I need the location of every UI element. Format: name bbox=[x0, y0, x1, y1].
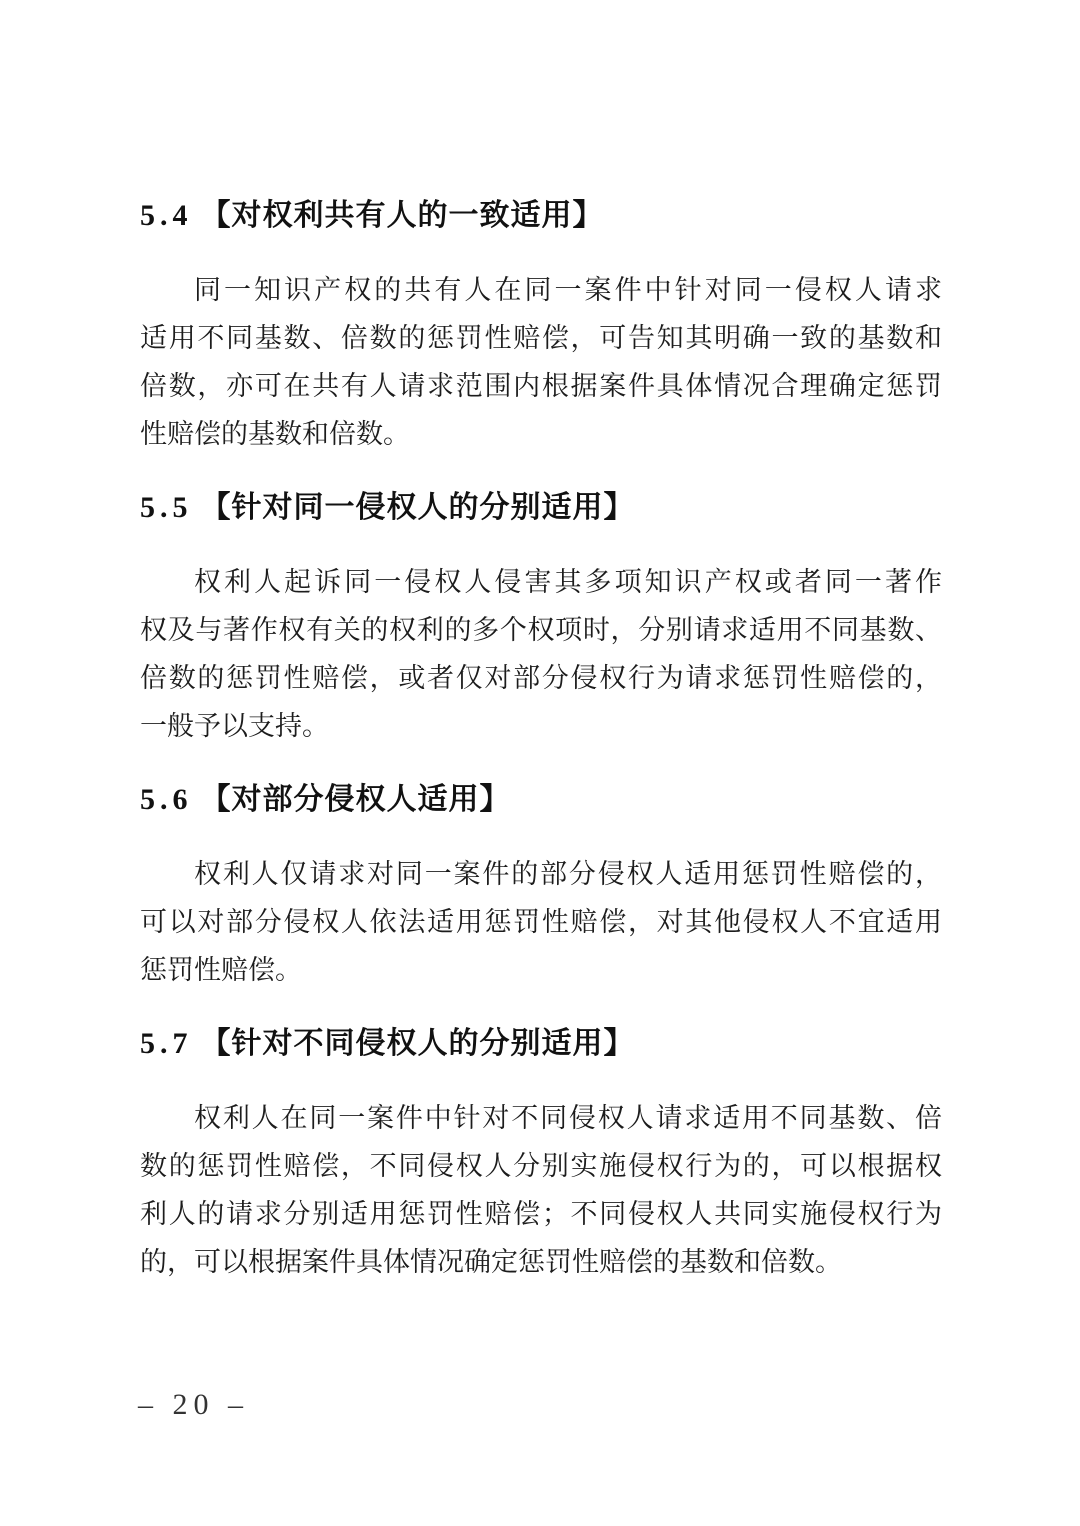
text-line: 同一知识产权的共有人在同一案件中针对同一侵权人请求 bbox=[194, 275, 942, 305]
text-line: 惩罚性赔偿。 bbox=[140, 955, 302, 985]
section-number: 5.6 bbox=[140, 783, 193, 816]
section-heading-5-6 bbox=[140, 776, 942, 824]
section-title: 【针对同一侵权人的分别适用】 bbox=[200, 491, 635, 524]
text-line: 利人的请求分别适用惩罚性赔偿；不同侵权人共同实施侵权行为 bbox=[140, 1199, 942, 1229]
section-heading-5-4 bbox=[140, 192, 942, 240]
section-number: 5.7 bbox=[140, 1027, 193, 1060]
text-line: 权及与著作权有关的权利的多个权项时，分别请求适用不同基数、 bbox=[140, 615, 942, 645]
text-line: 权利人仅请求对同一案件的部分侵权人适用惩罚性赔偿的， bbox=[194, 859, 942, 889]
text-line: 数的惩罚性赔偿，不同侵权人分别实施侵权行为的，可以根据权 bbox=[140, 1151, 942, 1181]
text-line: 倍数，亦可在共有人请求范围内根据案件具体情况合理确定惩罚 bbox=[140, 371, 942, 401]
section-paragraph-5-5 bbox=[140, 558, 942, 750]
section-number: 5.5 bbox=[140, 491, 193, 524]
text-line: 权利人起诉同一侵权人侵害其多项知识产权或者同一著作 bbox=[194, 567, 942, 597]
text-line: 适用不同基数、倍数的惩罚性赔偿，可告知其明确一致的基数和 bbox=[140, 323, 942, 353]
text-line: 可以对部分侵权人依法适用惩罚性赔偿，对其他侵权人不宜适用 bbox=[140, 907, 942, 937]
section-title: 【对权利共有人的一致适用】 bbox=[200, 199, 604, 232]
text-line: 一般予以支持。 bbox=[140, 711, 329, 741]
page-number: – 20 – bbox=[138, 1388, 249, 1421]
section-paragraph-5-6 bbox=[140, 850, 942, 994]
section-title: 【对部分侵权人适用】 bbox=[200, 783, 511, 816]
section-heading-5-7 bbox=[140, 1020, 942, 1068]
text-line: 的，可以根据案件具体情况确定惩罚性赔偿的基数和倍数。 bbox=[140, 1247, 842, 1277]
section-heading-5-5 bbox=[140, 484, 942, 532]
text-line: 倍数的惩罚性赔偿，或者仅对部分侵权行为请求惩罚性赔偿的， bbox=[140, 663, 942, 693]
section-title: 【针对不同侵权人的分别适用】 bbox=[200, 1027, 635, 1060]
section-number: 5.4 bbox=[140, 199, 193, 232]
section-paragraph-5-7 bbox=[140, 1094, 942, 1286]
text-line: 权利人在同一案件中针对不同侵权人请求适用不同基数、倍 bbox=[194, 1103, 942, 1133]
text-line: 性赔偿的基数和倍数。 bbox=[140, 419, 410, 449]
section-paragraph-5-4 bbox=[140, 266, 942, 458]
